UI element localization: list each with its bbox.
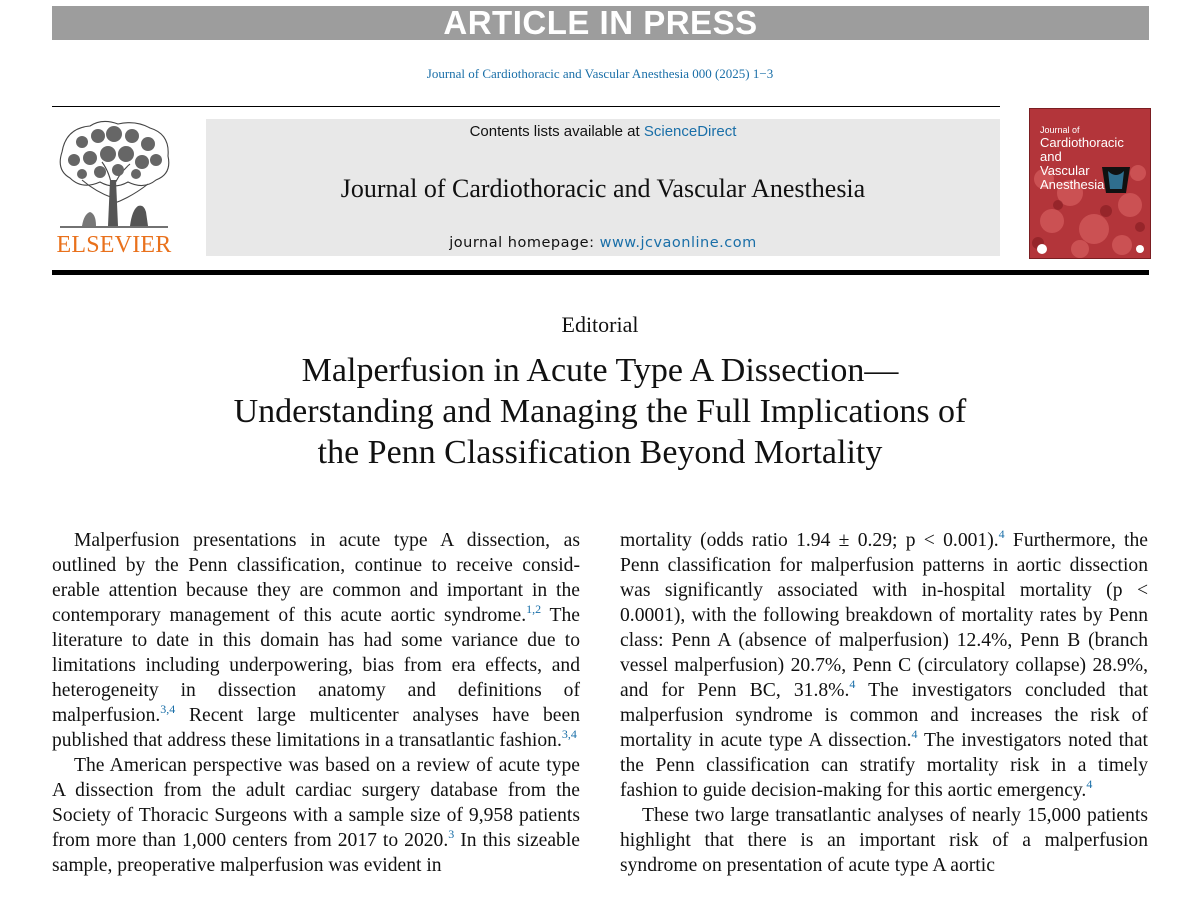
sciencedirect-link[interactable]: ScienceDirect — [643, 123, 737, 140]
contents-line — [206, 123, 1000, 140]
text-run: Furthermore, the Penn classification for malperfusion patterns in aortic dissection was significantly associated with in-hospital mortality (p < 0.0001), with the following breakdown of mortality rates by Penn class: Penn A (absence of malperfusion) 12.4%, Penn B (branch vessel malperfusion) 20.7%, Penn C (circulatory collapse) 28.9%, and for Penn BC, 31.8%. — [620, 530, 1148, 701]
contents-prefix: Contents lists available at — [469, 123, 644, 140]
homepage-prefix: journal homepage: — [449, 235, 600, 251]
publisher-name: ELSEVIER — [56, 232, 172, 258]
text-run: In this sizeable sample, preoperative malperfusion was evident in — [52, 830, 580, 876]
paragraph — [620, 528, 1148, 803]
text-run: The American perspective was based on a review of acute type A dissection from the adult cardiac surgery database from the Society of Thoracic Surgeons with a sample size of 9,958 patients from more than 1,000 centers from 2017 to 2020. — [52, 755, 580, 851]
text-run: The literature to date in this domain has had some variance due to limitations including underpowering, bias from era effects, and heterogeneity in dissection anatomy and definitions of malperfusion. — [52, 605, 580, 726]
article-title — [150, 350, 1050, 473]
cover-line: Vascular Anesthesia — [1040, 163, 1105, 192]
header-thick-rule — [52, 270, 1149, 275]
homepage-link[interactable]: www.jcvaonline.com — [599, 235, 757, 251]
text-run: mortality (odds ratio 1.94 ± 0.29; p < 0.001). — [620, 530, 999, 551]
journal-cover-thumbnail[interactable] — [1029, 108, 1151, 259]
article-section: Editorial — [561, 312, 639, 337]
cover-line: Cardiothoracic and — [1040, 135, 1124, 164]
cover-journal-name — [1040, 125, 1146, 192]
text-run: Recent large multicenter analyses have been published that address these limitations in a transatlantic fashion. — [52, 705, 580, 751]
body-column-right — [620, 528, 1148, 878]
text-run: These two large transatlantic analyses of nearly 15,000 patients highlight that there is an important risk of a malperfusion syndrome on presentation of acute type A aortic — [620, 805, 1148, 876]
title-line: Understanding and Managing the Full Implications of — [233, 393, 967, 430]
reference-link[interactable]: 3 — [448, 827, 455, 841]
reference-link[interactable]: 3,4 — [160, 702, 176, 716]
body-column-left — [52, 528, 580, 878]
paragraph — [620, 803, 1148, 878]
cover-line: Journal of — [1040, 125, 1080, 135]
paragraph — [52, 528, 580, 753]
title-line: Malperfusion in Acute Type A Dissection— — [301, 352, 899, 389]
reference-link[interactable]: 4 — [911, 727, 918, 741]
paragraph — [52, 753, 580, 878]
journal-title: Journal of Cardiothoracic and Vascular Anesthesia — [340, 174, 866, 203]
title-line: the Penn Classification Beyond Mortality — [317, 434, 883, 471]
homepage-line — [206, 235, 1000, 251]
text-run: The investigators noted that the Penn classification can stratify mortality risk in a timely fashion to guide decision-making for this aortic emergency. — [620, 730, 1148, 801]
header-rule — [52, 106, 1000, 107]
journal-citation-link[interactable]: Journal of Cardiothoracic and Vascular Anesthesia 000 (2025) 1−3 — [426, 66, 774, 81]
reference-link[interactable]: 1,2 — [526, 602, 542, 616]
reference-link[interactable]: 3,4 — [561, 727, 577, 741]
journal-header-band — [206, 119, 1000, 256]
text-run: The investigators concluded that malperfusion syndrome is common and increases the risk of mortality in acute type A dissection. — [620, 680, 1149, 751]
reference-link[interactable]: 4 — [1086, 777, 1093, 791]
text-run: Malperfusion presentations in acute type A dissection, as outlined by the Penn classification, continue to receive considerable attention because they are common and important in the contemporary management of this acute aortic syndrome. — [52, 530, 580, 626]
reference-link[interactable]: 4 — [998, 527, 1005, 541]
article-in-press-banner: ARTICLE IN PRESS — [52, 6, 1149, 40]
reference-link[interactable]: 4 — [849, 677, 856, 691]
